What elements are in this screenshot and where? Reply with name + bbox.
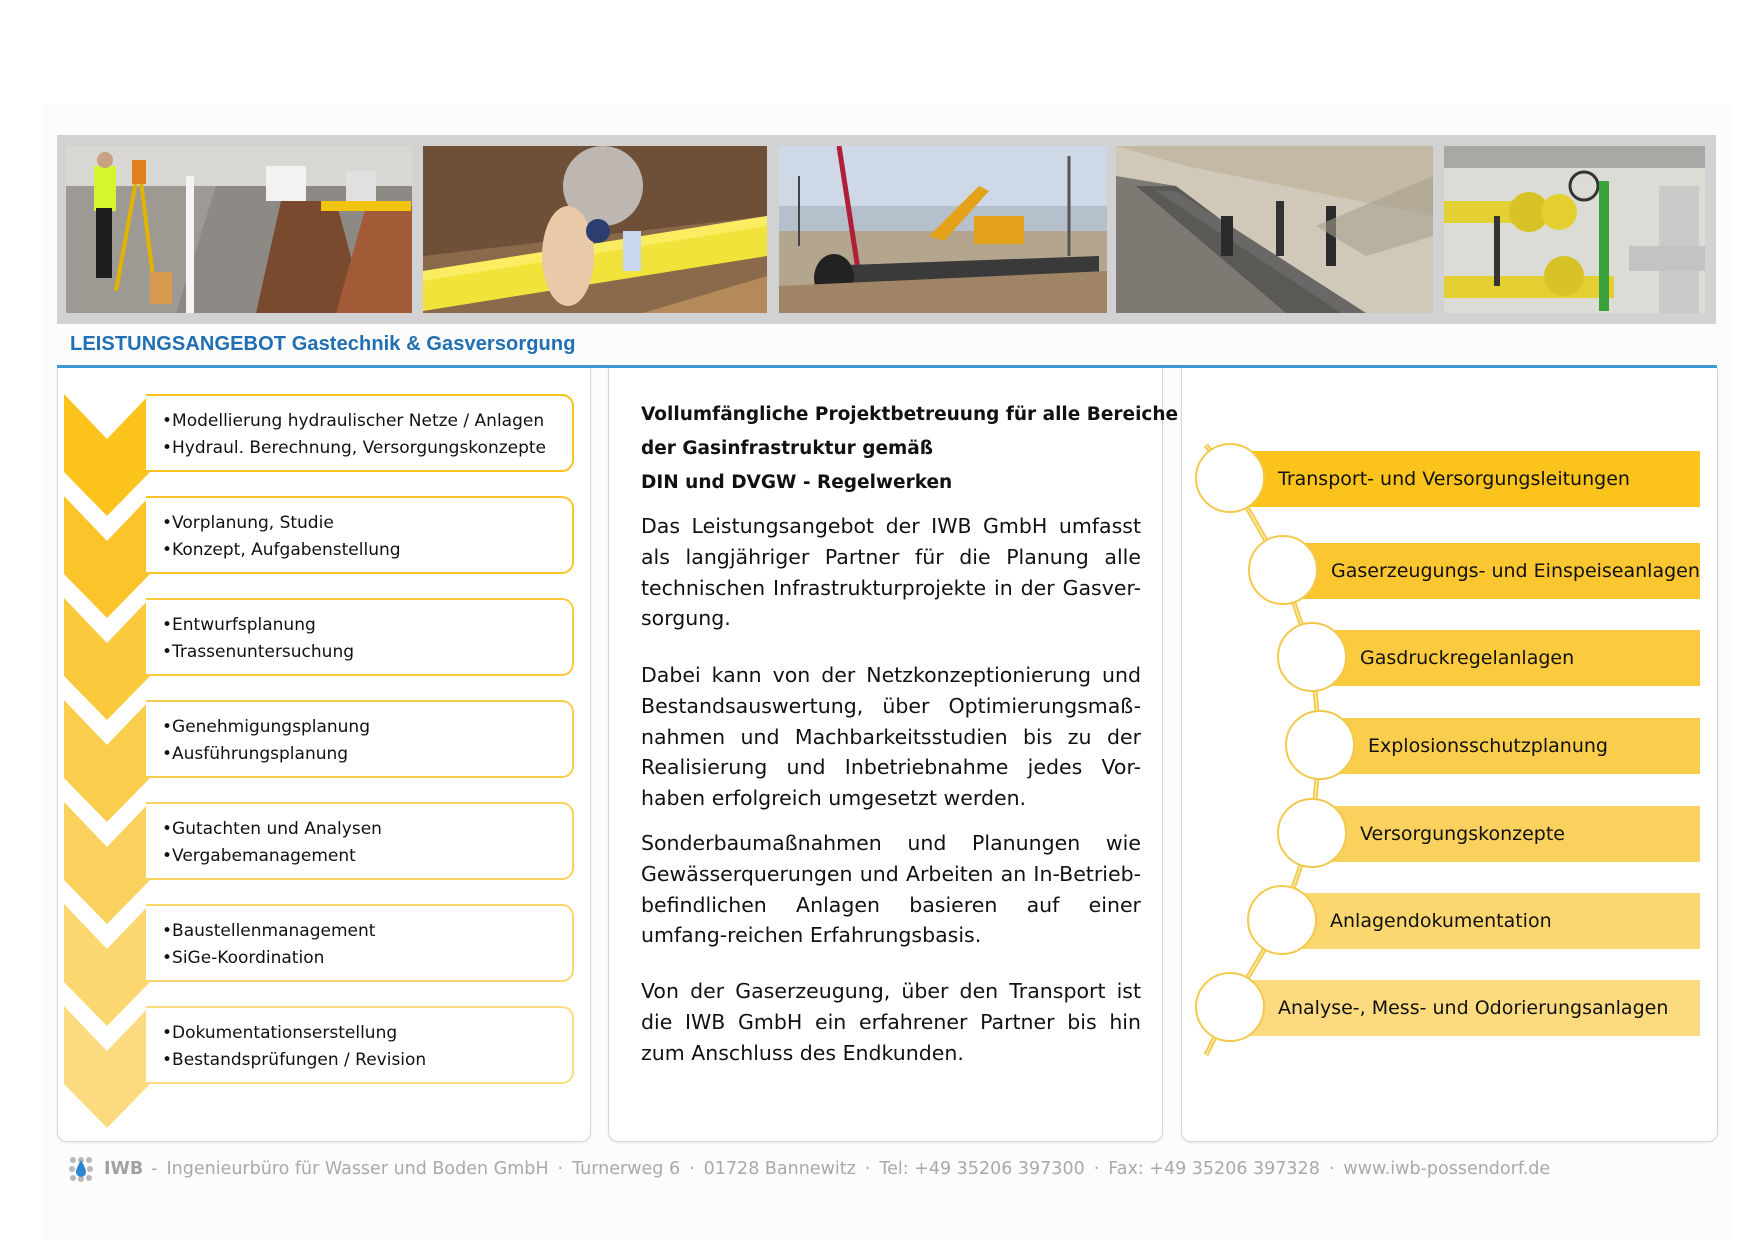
photo-pipe-laying-excavator xyxy=(779,146,1107,313)
footer-separator: · xyxy=(1093,1159,1100,1179)
process-step-line: •Vergabemanagement xyxy=(162,846,356,866)
service-circle-icon xyxy=(1248,535,1318,605)
service-circle-icon xyxy=(1285,710,1355,780)
footer-tel: Tel: +49 35206 397300 xyxy=(879,1159,1085,1179)
footer-website-link[interactable]: www.iwb-possendorf.de xyxy=(1343,1159,1551,1179)
service-label: Analyse-, Mess- und Odorierungsanlagen xyxy=(1278,997,1669,1019)
process-step-text xyxy=(162,714,370,768)
footer-city: 01728 Bannewitz xyxy=(703,1159,856,1179)
footer-separator: · xyxy=(689,1159,695,1179)
process-step-text xyxy=(162,408,546,462)
service-circle-icon xyxy=(1195,443,1265,513)
iwb-logo-icon xyxy=(68,1156,94,1182)
process-step xyxy=(64,904,574,982)
process-step-text xyxy=(162,510,401,564)
process-step-line: •Genehmigungsplanung xyxy=(162,717,370,737)
process-step-line: •Vorplanung, Studie xyxy=(162,513,334,533)
process-step-line: •Bestandsprüfungen / Revision xyxy=(162,1050,427,1070)
service-label: Anlagendokumentation xyxy=(1330,910,1552,932)
chevron-down-icon xyxy=(64,1006,150,1128)
service-label: Gasdruckregelanlagen xyxy=(1360,647,1575,669)
process-step-line: •Baustellenmanagement xyxy=(162,921,376,941)
service-item xyxy=(1312,630,1700,686)
service-label: Versorgungskonzepte xyxy=(1360,823,1565,845)
process-step-line: •Entwurfsplanung xyxy=(162,615,316,635)
service-item xyxy=(1312,806,1700,862)
photo-pipe-welding xyxy=(423,146,767,313)
service-item xyxy=(1282,893,1700,949)
process-step xyxy=(64,802,574,880)
service-circle-icon xyxy=(1277,798,1347,868)
footer-company: Ingenieurbüro für Wasser und Boden GmbH xyxy=(166,1159,549,1179)
process-step-line: •Ausführungsplanung xyxy=(162,744,349,764)
process-step-text xyxy=(162,918,375,972)
description-title-line: Vollumfängliche Projektbetreuung für alle Bereiche xyxy=(641,404,1179,425)
footer-separator: · xyxy=(557,1159,564,1179)
process-step xyxy=(64,496,574,574)
photo-strip xyxy=(57,135,1716,324)
process-step-line: •Gutachten und Analysen xyxy=(162,819,382,839)
process-step-line: •Hydraul. Berechnung, Versorgungskonzepte xyxy=(162,438,547,458)
description-paragraph: Das Leistungsangebot der IWB GmbH umfasst als langjähriger Partner für die Planung alle technischen Infrastrukturprojekte in der Gasver-sorgung. xyxy=(641,514,1141,631)
footer-street: Turnerweg 6 xyxy=(572,1159,681,1179)
service-item xyxy=(1283,543,1700,599)
process-step xyxy=(64,700,574,778)
description-title-line: DIN und DVGW - Regelwerken xyxy=(641,472,953,493)
process-step-line: •Dokumentationserstellung xyxy=(162,1023,398,1043)
service-item xyxy=(1230,980,1700,1036)
footer-separator: · xyxy=(864,1159,871,1179)
photo-gas-pressure-station xyxy=(1444,146,1705,313)
footer-brand: IWB xyxy=(104,1159,144,1179)
photo-pipeline-trench xyxy=(1116,146,1433,313)
service-label: Gaserzeugungs- und Einspeiseanlagen xyxy=(1331,560,1700,582)
process-step-text xyxy=(162,612,354,666)
service-item xyxy=(1320,718,1700,774)
service-item xyxy=(1230,451,1700,507)
process-step-line: •Konzept, Aufgabenstellung xyxy=(162,540,401,560)
description-title xyxy=(641,398,1179,500)
service-circle-icon xyxy=(1195,972,1265,1042)
process-step-line: •Trassenuntersuchung xyxy=(162,642,355,662)
service-circle-icon xyxy=(1247,885,1317,955)
service-label: Explosionsschutzplanung xyxy=(1368,735,1608,757)
process-step-line: •SiGe-Koordination xyxy=(162,948,325,968)
process-step-text xyxy=(162,1020,426,1074)
footer-separator: · xyxy=(1328,1159,1335,1179)
footer xyxy=(68,1156,1550,1182)
service-circle-icon xyxy=(1277,622,1347,692)
description-paragraph: Sonderbaumaßnahmen und Planungen wie Gewässerquerungen und Arbeiten an In-Betrieb-befindlichen Anlagen basieren auf einer umfang-reichen Erfahrungsbasis. xyxy=(641,831,1141,948)
process-step xyxy=(64,394,574,472)
process-step-line: •Modellierung hydraulischer Netze / Anlagen xyxy=(162,411,545,431)
footer-fax: Fax: +49 35206 397328 xyxy=(1108,1159,1320,1179)
process-step xyxy=(64,598,574,676)
description-title-line: der Gasinfrastruktur gemäß xyxy=(641,438,934,459)
service-label: Transport- und Versorgungsleitungen xyxy=(1278,468,1630,490)
page-title: LEISTUNGSANGEBOT Gastechnik & Gasversorgung xyxy=(70,333,576,355)
process-step-text xyxy=(162,816,382,870)
description-paragraph: Von der Gaserzeugung, über den Transport ist die IWB GmbH ein erfahrener Partner bis hin zum Anschluss des Endkunden. xyxy=(641,979,1141,1065)
description-paragraph: Dabei kann von der Netzkonzeptionierung und Bestandsauswertung, über Optimierungsmaß-nahmen und Machbarkeitsstudien bis zu der Realisierung und Inbetriebnahme jedes Vor-haben erfolgreich umgesetzt werden. xyxy=(641,663,1141,811)
process-step xyxy=(64,1006,574,1084)
photo-surveying-trench xyxy=(66,146,412,313)
footer-dash: - xyxy=(151,1159,158,1179)
